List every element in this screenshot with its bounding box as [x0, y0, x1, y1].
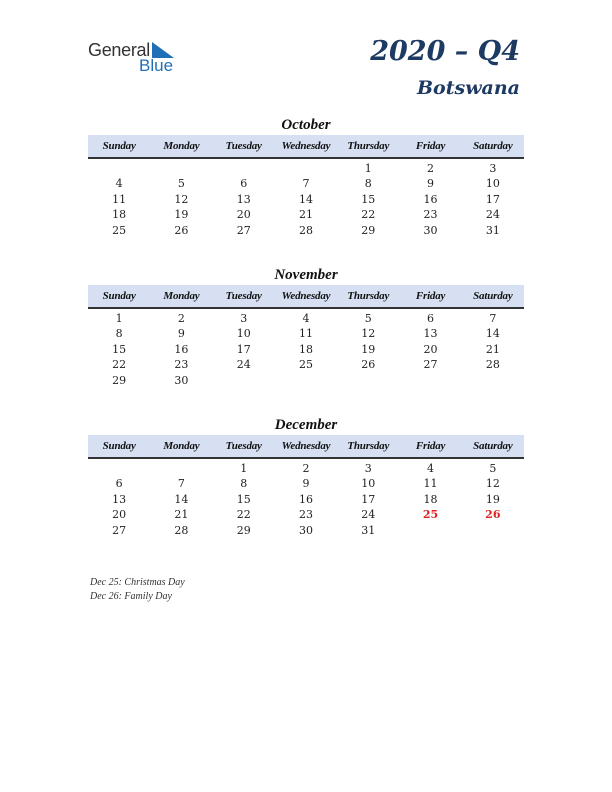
day-cell: 19 [361, 342, 376, 356]
day-cell: 21 [174, 508, 189, 522]
day-cell [213, 373, 275, 388]
day-cell: 10 [236, 327, 251, 341]
week-row [88, 311, 524, 326]
day-cell: 24 [361, 508, 376, 522]
day-cell [88, 161, 150, 176]
day-cell: 29 [112, 373, 127, 387]
day-cell: 7 [302, 177, 310, 191]
day-cell: 24 [236, 358, 251, 372]
day-cell: 15 [236, 492, 251, 506]
day-cell: 3 [240, 312, 248, 325]
day-cell: 1 [240, 462, 248, 475]
weekday-label: Thursday [347, 140, 390, 152]
day-cell: 25 [298, 358, 313, 372]
day-cell: 1 [115, 312, 123, 325]
day-cell: 10 [485, 177, 500, 191]
weekday-label: Sunday [102, 290, 136, 302]
weekday-label: Wednesday [281, 290, 331, 302]
day-cell: 30 [174, 373, 189, 387]
logo-word-blue: Blue [139, 56, 174, 75]
day-cell: 5 [489, 462, 497, 475]
day-cell [462, 523, 524, 538]
day-cell: 3 [489, 162, 497, 175]
day-cell: 5 [364, 312, 372, 325]
day-cell: 4 [302, 312, 310, 325]
day-cell: 22 [361, 208, 376, 222]
day-cell: 22 [112, 358, 127, 372]
day-cell: 18 [423, 492, 438, 506]
day-cell: 13 [423, 327, 438, 341]
day-cell: 15 [112, 342, 127, 356]
day-cell: 14 [298, 192, 313, 206]
day-cell: 28 [485, 358, 500, 372]
week-row [88, 161, 524, 176]
month-december [88, 415, 524, 538]
day-cell: 11 [112, 192, 127, 206]
weekday-label: Saturday [473, 140, 513, 152]
day-cell: 31 [361, 523, 376, 537]
week-row [88, 461, 524, 476]
day-cell: 17 [236, 342, 251, 356]
day-cell: 5 [177, 177, 185, 191]
day-cell: 3 [364, 462, 372, 475]
day-cell [150, 161, 212, 176]
day-cell: 8 [240, 477, 248, 491]
day-cell: 9 [427, 177, 435, 191]
day-cell [399, 373, 461, 388]
day-cell: 2 [302, 462, 310, 475]
month-october [88, 115, 524, 238]
day-cell: 24 [485, 208, 500, 222]
day-cell: 4 [427, 462, 435, 475]
weekday-label: Tuesday [225, 140, 262, 152]
holiday-notes [90, 576, 185, 603]
day-cell: 31 [485, 223, 500, 237]
day-cell: 13 [112, 492, 127, 506]
day-cell [150, 461, 212, 476]
day-cell [337, 373, 399, 388]
weekday-label: Thursday [347, 440, 390, 452]
day-cell: 27 [423, 358, 438, 372]
day-cell: 14 [174, 492, 189, 506]
weekday-label: Tuesday [225, 440, 262, 452]
holiday-note: Dec 26: Family Day [90, 590, 172, 602]
week-row [88, 326, 524, 341]
month-name: November [274, 267, 338, 283]
day-cell [275, 373, 337, 388]
day-cell: 28 [174, 523, 189, 537]
day-cell: 27 [112, 523, 127, 537]
day-cell: 6 [240, 177, 248, 191]
day-cell: 2 [427, 162, 435, 175]
day-cell: 6 [427, 312, 435, 325]
day-cell: 18 [112, 208, 127, 222]
day-cell: 26 [361, 358, 376, 372]
logo-word-general: General [88, 40, 150, 60]
day-cell: 10 [361, 477, 376, 491]
weekday-label: Friday [415, 140, 446, 152]
day-cell: 15 [361, 192, 376, 206]
week-row [88, 357, 524, 372]
day-cell: 26 [174, 223, 189, 237]
weekday-label: Tuesday [225, 290, 262, 302]
weekday-header-row [88, 135, 524, 159]
day-cell: 23 [298, 508, 313, 522]
week-row [88, 476, 524, 491]
day-cell: 4 [115, 177, 123, 191]
day-cell: 25 [112, 223, 127, 237]
day-cell: 30 [298, 523, 313, 537]
week-row [88, 192, 524, 207]
day-cell: 20 [236, 208, 251, 222]
generalblue-logo [88, 40, 188, 76]
day-cell [399, 523, 461, 538]
week-row [88, 223, 524, 238]
week-row [88, 373, 524, 388]
weekday-header-row [88, 435, 524, 459]
week-row [88, 342, 524, 357]
day-cell: 9 [302, 477, 310, 491]
day-cell: 16 [174, 342, 189, 356]
day-cell [275, 161, 337, 176]
day-cell: 17 [361, 492, 376, 506]
weekday-label: Sunday [102, 140, 136, 152]
day-cell: 12 [361, 327, 376, 341]
day-cell: 19 [485, 492, 500, 506]
week-row [88, 492, 524, 507]
week-row [88, 176, 524, 191]
day-cell: 16 [423, 192, 438, 206]
week-row [88, 507, 524, 522]
page-title: 2020 – Q4 [370, 36, 520, 67]
day-cell: 7 [489, 312, 497, 325]
day-cell: 6 [115, 477, 123, 491]
day-cell: 20 [423, 342, 438, 356]
day-cell: 7 [177, 477, 185, 491]
weekday-label: Wednesday [281, 440, 331, 452]
day-cell: 22 [236, 508, 251, 522]
day-cell [462, 373, 524, 388]
weekday-header-row [88, 285, 524, 309]
day-cell: 21 [485, 342, 500, 356]
month-name: December [274, 417, 338, 433]
week-row [88, 523, 524, 538]
day-cell: 1 [364, 162, 372, 175]
day-cell: 29 [236, 523, 251, 537]
weekday-label: Saturday [473, 440, 513, 452]
weekday-label: Wednesday [281, 140, 331, 152]
day-cell: 23 [423, 208, 438, 222]
day-cell: 8 [364, 177, 372, 191]
day-cell: 16 [298, 492, 313, 506]
day-cell: 12 [485, 477, 500, 491]
day-cell: 21 [298, 208, 313, 222]
day-cell: 13 [236, 192, 251, 206]
day-cell [88, 461, 150, 476]
day-cell: 30 [423, 223, 438, 237]
weekday-label: Monday [163, 140, 200, 152]
day-cell: 12 [174, 192, 189, 206]
holiday-day-cell: 26 [485, 508, 501, 522]
day-cell: 17 [485, 192, 500, 206]
month-name: October [281, 117, 331, 133]
weekday-label: Friday [415, 440, 446, 452]
day-cell: 28 [298, 223, 313, 237]
weekday-label: Sunday [102, 440, 136, 452]
country-subtitle: Botswana [417, 77, 520, 99]
day-cell: 29 [361, 223, 376, 237]
weekday-label: Friday [415, 290, 446, 302]
day-cell: 2 [177, 312, 185, 325]
day-cell [213, 161, 275, 176]
day-cell: 19 [174, 208, 189, 222]
day-cell: 11 [423, 477, 438, 491]
holiday-day-cell: 25 [422, 508, 439, 522]
weekday-label: Thursday [347, 290, 390, 302]
day-cell: 18 [298, 342, 313, 356]
holiday-note: Dec 25: Christmas Day [90, 577, 185, 588]
day-cell: 14 [485, 327, 500, 341]
day-cell: 8 [115, 327, 123, 341]
day-cell: 9 [177, 327, 185, 341]
day-cell: 23 [174, 358, 189, 372]
weekday-label: Monday [163, 290, 200, 302]
month-november [88, 265, 524, 388]
weekday-label: Monday [163, 440, 200, 452]
weekday-label: Saturday [473, 290, 513, 302]
day-cell: 11 [298, 327, 313, 341]
day-cell: 20 [112, 508, 127, 522]
week-row [88, 207, 524, 222]
day-cell: 27 [236, 223, 251, 237]
